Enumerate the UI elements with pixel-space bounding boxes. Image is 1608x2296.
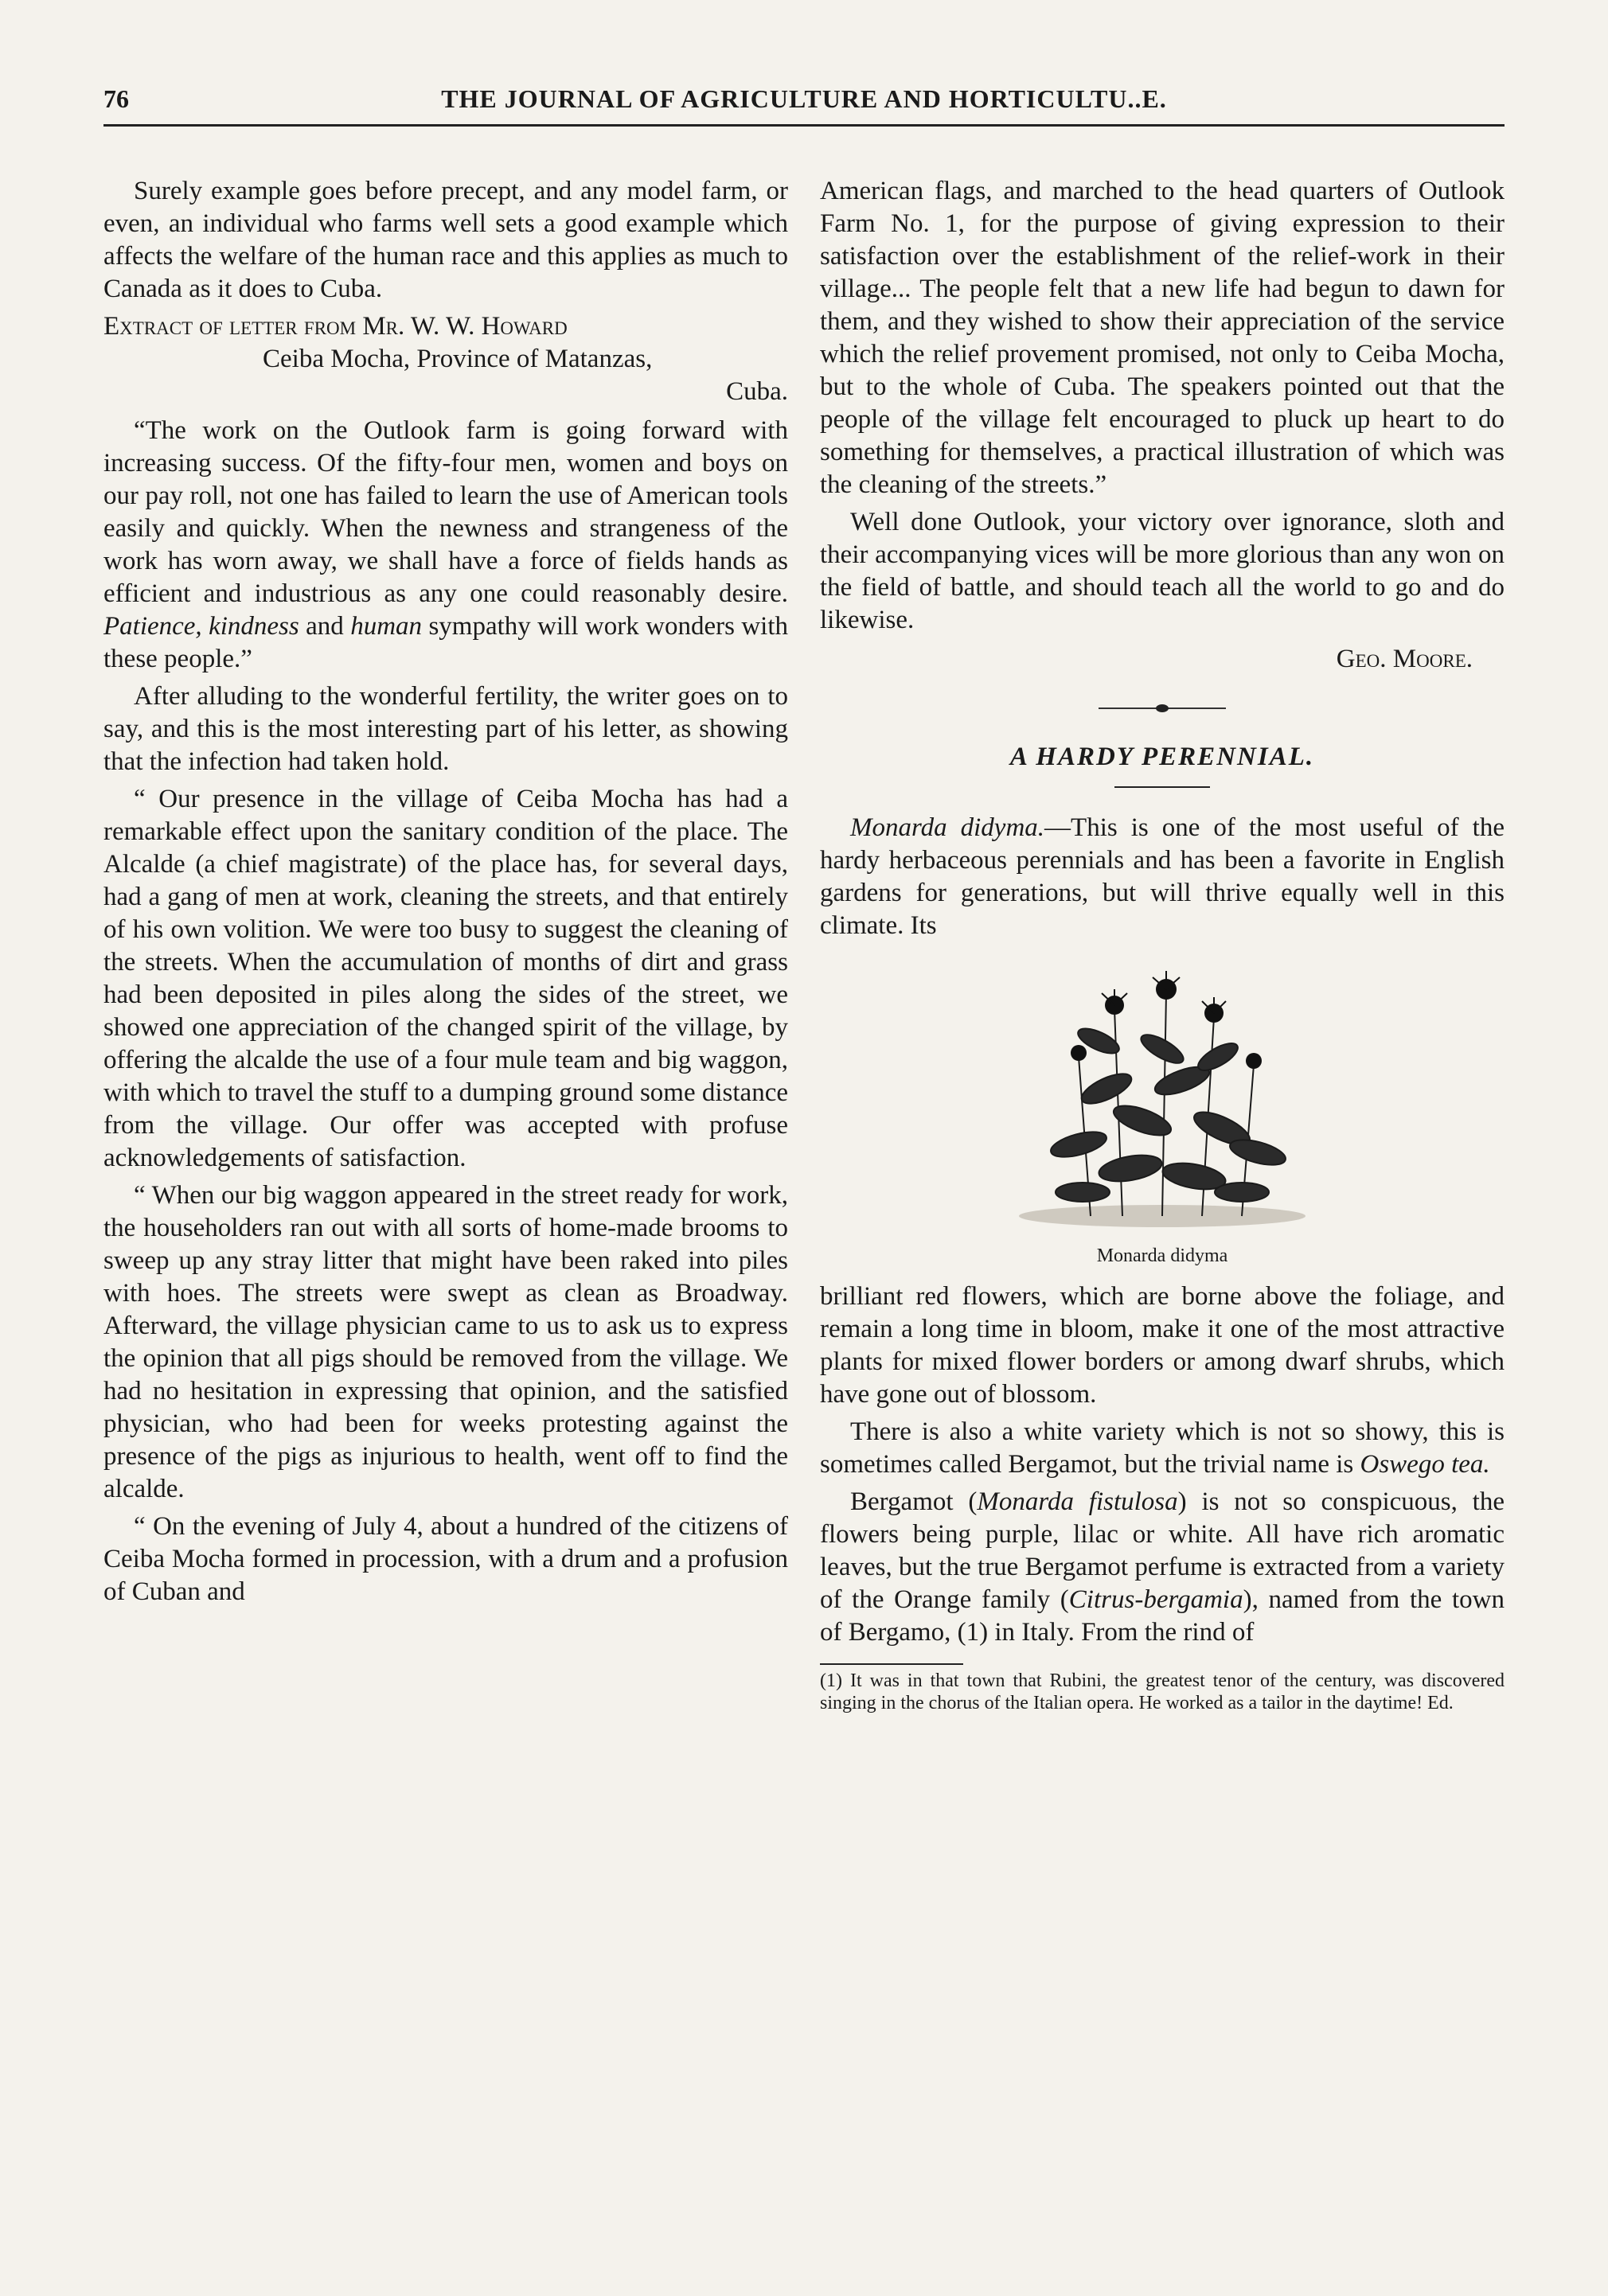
footnote: (1) It was in that town that Rubini, the greatest tenor of the century, was discovered singing in the chorus of the Italian opera. He worked as a tailor in the daytime! Ed. xyxy=(820,1670,1505,1713)
italic-text: Patience, kindness xyxy=(103,612,299,641)
section-divider xyxy=(1099,708,1226,709)
paragraph-text: ), named from the town of Bergamo, (1) in Italy. From the rind of xyxy=(820,1585,1505,1647)
paragraph-text: —This is one of the most useful of the hardy herbaceous perennials and has been a favorite in English gardens for generations, but will thrive equally well in this climate. Its xyxy=(820,813,1505,940)
paragraph xyxy=(103,415,788,676)
species-name: Monarda didyma. xyxy=(850,813,1045,842)
italic-text: Oswego tea. xyxy=(1360,1450,1490,1479)
italic-text: Monarda fistulosa xyxy=(977,1487,1178,1516)
paragraph: “ Our presence in the village of Ceiba Mocha has had a remarkable effect upon the sanitary condition of the place. The Alcalde (a chief magistrate) of the place has, for several days, had a gang of men at work, cleaning the streets, and that entirely of his own volition. We were too busy to suggest the cleaning of the streets. When the accumulation of months of dirt and grass had been deposited in piles along the sides of the street, we showed one appreciation of the changed spirit of the village, by offering the alcalde the use of a four mule team and big waggon, with which to travel the stuff to a dumping ground some distance from the village. Our offer was accepted with profuse acknowledgements of satisfaction. xyxy=(103,785,788,1172)
page-number: 76 xyxy=(103,84,129,113)
section-title: A HARDY PERENNIAL. xyxy=(1009,743,1315,771)
quote-text: sympathy will work wonders with these people.” xyxy=(103,612,789,673)
paragraph-text: ) is not so conspicuous, the flowers being purple, lilac or white. All have rich aromatic leaves, but the true Bergamot perfume is extracted from a variety of the Orange family ( xyxy=(820,1487,1505,1614)
paragraph: “ On the evening of July 4, about a hundred of the citizens of Ceiba Mocha formed in procession, with a drum and a profusion of Cuban and xyxy=(103,1512,788,1606)
paragraph: American flags, and marched to the head quarters of Outlook Farm No. 1, for the purpose of giving expression to their satisfaction over the establishment of the relief-work in their village... The people felt that a new life had begun to dawn for them, and they wished to show their appreciation of the service which the relief provement promised, not only to Ceiba Mocha, but to the whole of Cuba. The speakers pointed out that the people of the village felt encouraged to pluck up heart to do something for themselves, a practical illustration of which was the cleaning of the streets.” xyxy=(820,177,1505,499)
paragraph xyxy=(820,1416,1505,1481)
page-header xyxy=(103,80,1505,127)
left-column xyxy=(103,175,788,1613)
extract-heading: Extract of letter from Mr. W. W. Howard xyxy=(103,312,568,341)
footnote-rule xyxy=(820,1663,963,1665)
figure-caption: Monarda didyma xyxy=(1096,1245,1228,1266)
paragraph xyxy=(820,1486,1505,1649)
paragraph: Well done Outlook, your victory over ignorance, sloth and their accompanying vices will be more glorious than any won on the field of battle, and should teach all the world to go and do likewise. xyxy=(820,508,1505,634)
paragraph: After alluding to the wonderful fertility, the writer goes on to say, and this is the most interesting part of his letter, as showing that the infection had taken hold. xyxy=(103,682,788,776)
paragraph: brilliant red flowers, which are borne above the foliage, and remain a long time in bloom, make it one of the most attractive plants for mixed flower borders or among dwarf shrubs, which have gone out of blossom. xyxy=(820,1282,1505,1409)
paragraph xyxy=(820,812,1505,942)
paragraph-text: There is also a white variety which is not so showy, this is sometimes called Bergamot, but the trivial name is xyxy=(820,1417,1505,1479)
quote-text: and xyxy=(306,612,344,641)
signature: Geo. Moore. xyxy=(1336,645,1473,673)
paragraph: Surely example goes before precept, and any model farm, or even, an individual who farms well sets a good example which affects the welfare of the human race and this applies as much to Canada as it does to Cuba. xyxy=(103,177,788,303)
italic-text: Citrus-bergamia xyxy=(1068,1585,1243,1614)
italic-text: human xyxy=(350,612,423,641)
right-column xyxy=(820,175,1505,1719)
quote-text: “The work on the Outlook farm is going forward with increasing success. Of the fifty-four men, women and boys on our pay roll, not one has failed to learn the use of American tools easily and quickly. When the newness and strangeness of the work has worn away, we shall have a force of fields hands as efficient and industrious as any one could reasonably desire. xyxy=(103,416,788,608)
letter-address-country: Cuba. xyxy=(726,377,788,406)
letter-address: Ceiba Mocha, Province of Matanzas, xyxy=(263,345,653,373)
paragraph: “ When our big waggon appeared in the street ready for work, the householders ran out with all sorts of home-made brooms to sweep up any stray litter that might have been raked into piles with hoes. The streets were swept as clean as Broadway. Afterward, the village physician came to us to ask us to express the opinion that all pigs should be removed from the village. We had no hesitation in expressing that opinion, and the satisfied physician, who had been for weeks protesting against the presence of the pigs as injurious to health, went off to find the alcalde. xyxy=(103,1181,788,1503)
running-title: THE JOURNAL OF AGRICULTURE AND HORTICULTU..E. xyxy=(441,84,1167,113)
monarda-engraving-icon xyxy=(1003,961,1321,1232)
plant-illustration xyxy=(820,961,1505,1273)
title-rule xyxy=(1114,786,1210,788)
paragraph-text: Bergamot ( xyxy=(850,1487,978,1516)
